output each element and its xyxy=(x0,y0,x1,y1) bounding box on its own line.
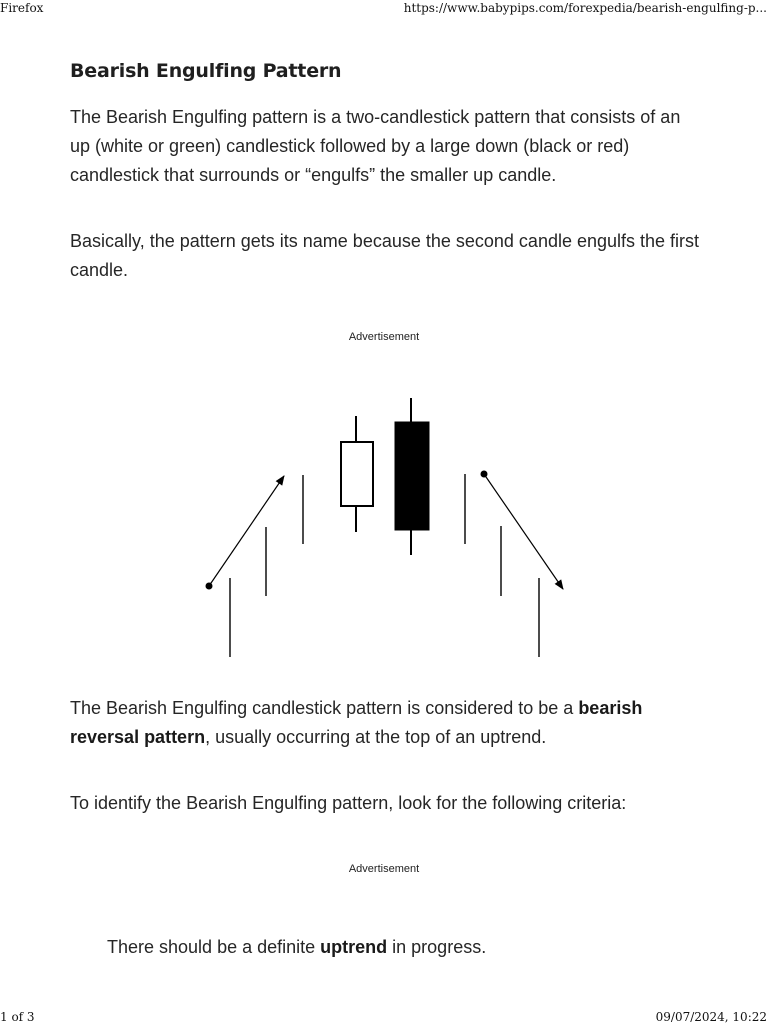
page-number: 1 of 3 xyxy=(0,1010,35,1024)
advertisement-label: Advertisement xyxy=(348,331,420,343)
paragraph-definition: The Bearish Engulfing pattern is a two-candlestick pattern that consists of an up (white or green) candlestick followed by a large down (black or red) candlestick that surrounds or “engulfs” the smaller up candle. xyxy=(70,107,681,185)
criteria-text-1: There should be a definite xyxy=(107,937,321,957)
article-title: Bearish Engulfing Pattern xyxy=(70,60,342,82)
second-candle-body xyxy=(395,422,429,530)
criteria-text-2: in progress. xyxy=(387,937,487,957)
downtrend-arrow xyxy=(484,474,563,589)
first-candle-body xyxy=(341,442,373,506)
uptrend-arrow xyxy=(209,476,284,586)
paragraph-criteria-intro: To identify the Bearish Engulfing pattern, look for the following criteria: xyxy=(70,793,627,813)
uptrend-emphasis: uptrend xyxy=(320,937,388,957)
advertisement-label: Advertisement xyxy=(348,863,420,875)
browser-name: Firefox xyxy=(0,1,44,15)
bearish-reversal-emphasis: bearish reversal pattern xyxy=(70,698,643,747)
paragraph-name-origin: Basically, the pattern gets its name because the second candle engulfs the first candle. xyxy=(70,231,700,280)
paragraph-reversal-text-1: The Bearish Engulfing candlestick pattern is considered to be a xyxy=(70,698,579,718)
print-datetime: 09/07/2024, 10:22 xyxy=(655,1010,767,1024)
page-url[interactable]: https://www.babypips.com/forexpedia/bearish-engulfing-p... xyxy=(403,1,767,15)
paragraph-reversal-text-2: , usually occurring at the top of an uptrend. xyxy=(205,727,547,747)
